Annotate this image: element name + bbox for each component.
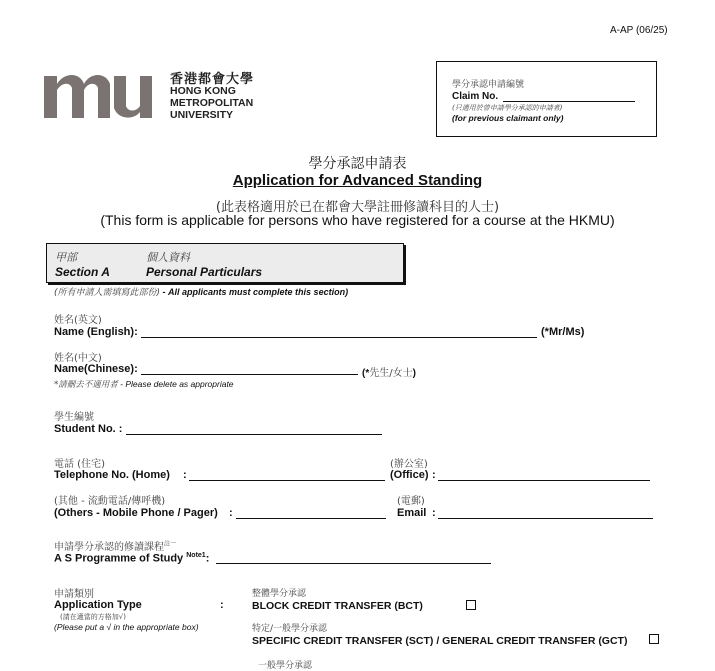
others-label-zh: (其他 - 流動電話/傳呼機) [54, 496, 166, 507]
name-english-label: Name (English): [54, 326, 138, 338]
name-chinese-label: Name(Chinese): [54, 363, 138, 375]
tel-office-input[interactable] [438, 480, 650, 481]
application-type-note-zh: (請在適當的方格加√) [60, 613, 126, 621]
note-en-pre: (Please put a [54, 622, 107, 632]
name-chinese-title-mark: (* [362, 368, 370, 379]
section-a-note-en: - All applicants must complete this section) [160, 287, 349, 297]
programme-input[interactable] [216, 563, 491, 564]
tel-office-label: (Office) [390, 469, 429, 481]
name-chinese-title [362, 364, 416, 379]
section-a-note [54, 285, 348, 298]
programme-note: Note1 [186, 552, 206, 559]
section-a-header [46, 243, 404, 283]
sct-gct-checkbox[interactable] [649, 634, 659, 644]
programme-label [54, 552, 209, 565]
note-en-post: in the appropriate box) [111, 622, 199, 632]
tel-office-label-zh: (辦公室) [390, 459, 428, 470]
section-a-label-zh: 甲部 [55, 251, 77, 264]
mobile-pager-input[interactable] [236, 518, 386, 519]
logo-english-name [170, 85, 253, 121]
tel-home-colon: : [183, 469, 187, 481]
claim-number-box [436, 61, 657, 137]
form-title-en: Application for Advanced Standing [232, 172, 483, 189]
section-a-note-zh: (所有申請人需填寫此部份) [54, 288, 161, 298]
section-a-heading-zh: 個人資料 [146, 251, 190, 264]
name-english-title: (*Mr/Ms) [541, 326, 585, 338]
claim-label-en: Claim No. [452, 91, 499, 102]
tel-home-label: Telephone No. (Home) [54, 469, 170, 481]
programme-label-zh-text: 申請學分承認的修讀課程 [54, 542, 164, 553]
email-label: Email [397, 507, 427, 519]
gct-cutoff-zh: 一般學分承認 [258, 661, 313, 671]
delete-note-zh: *請刪去不適用者 [54, 380, 118, 390]
student-no-input[interactable] [126, 434, 382, 435]
section-a-label-en: Section A [55, 265, 110, 279]
programme-note-zh: 註一 [164, 540, 177, 548]
email-colon: : [432, 507, 436, 519]
logo-line-1: HONG KONG [170, 85, 236, 97]
application-type-note-en [54, 622, 199, 632]
name-chinese-title-zh: 先生/女士 [369, 368, 413, 379]
delete-note-en: - Please delete as appropriate [117, 379, 234, 389]
hkmu-logo-mark-icon [44, 66, 164, 120]
email-input[interactable] [438, 518, 653, 519]
programme-label-text: A S Programme of Study [54, 552, 184, 565]
email-label-zh: (電郵) [397, 496, 425, 507]
tel-office-colon: : [432, 469, 436, 481]
name-chinese-title-close: ) [412, 368, 416, 379]
application-type-colon: : [220, 599, 224, 611]
tel-home-label-zh: 電話 (住宅) [54, 459, 105, 470]
bct-checkbox[interactable] [466, 600, 476, 610]
application-type-label-zh: 申請類別 [54, 589, 94, 600]
claim-number-field[interactable] [503, 101, 635, 102]
logo-line-3: UNIVERSITY [170, 109, 234, 121]
claim-note-zh: (只適用於曾申請學分承認的申請者) [452, 104, 563, 112]
sct-gct-option-zh: 特定/一般學分承認 [252, 624, 328, 634]
programme-label-zh [54, 538, 176, 553]
section-a-heading-en: Personal Particulars [146, 265, 263, 279]
logo-line-2: METROPOLITAN [170, 97, 254, 109]
student-no-label-zh: 學生編號 [54, 412, 94, 423]
programme-colon: : [205, 552, 210, 565]
claim-note-en: (for previous claimant only) [452, 113, 564, 123]
delete-note [54, 378, 234, 390]
student-no-label: Student No. : [54, 423, 123, 435]
logo-chinese-name: 香港都會大學 [170, 72, 255, 87]
tel-home-input[interactable] [189, 480, 385, 481]
form-subtitle-en: (This form is applicable for persons who have registered for a course at the HKMU) [100, 212, 615, 228]
name-chinese-input[interactable] [141, 374, 358, 375]
bct-option-label: BLOCK CREDIT TRANSFER (BCT) [252, 600, 423, 612]
name-english-label-zh: 姓名(英文) [54, 315, 102, 326]
form-title-zh: 學分承認申請表 [308, 156, 407, 172]
application-type-label: Application Type [54, 599, 142, 611]
university-logo [44, 66, 164, 120]
sct-gct-option-label: SPECIFIC CREDIT TRANSFER (SCT) / GENERAL CREDIT TRANSFER (GCT) [252, 635, 628, 647]
claim-label-zh: 學分承認申請編號 [452, 80, 525, 90]
name-english-input[interactable] [141, 337, 537, 338]
tick-mark: √ [106, 622, 112, 632]
form-code: A-AP (06/25) [610, 25, 668, 36]
bct-option-zh: 整體學分承認 [252, 589, 307, 599]
form-subtitle-zh: (此表格適用於已在都會大學註冊修讀科目的人士) [215, 200, 500, 215]
others-label: (Others - Mobile Phone / Pager) [54, 507, 218, 519]
name-chinese-label-zh: 姓名(中文) [54, 353, 102, 364]
others-colon: : [229, 507, 233, 519]
